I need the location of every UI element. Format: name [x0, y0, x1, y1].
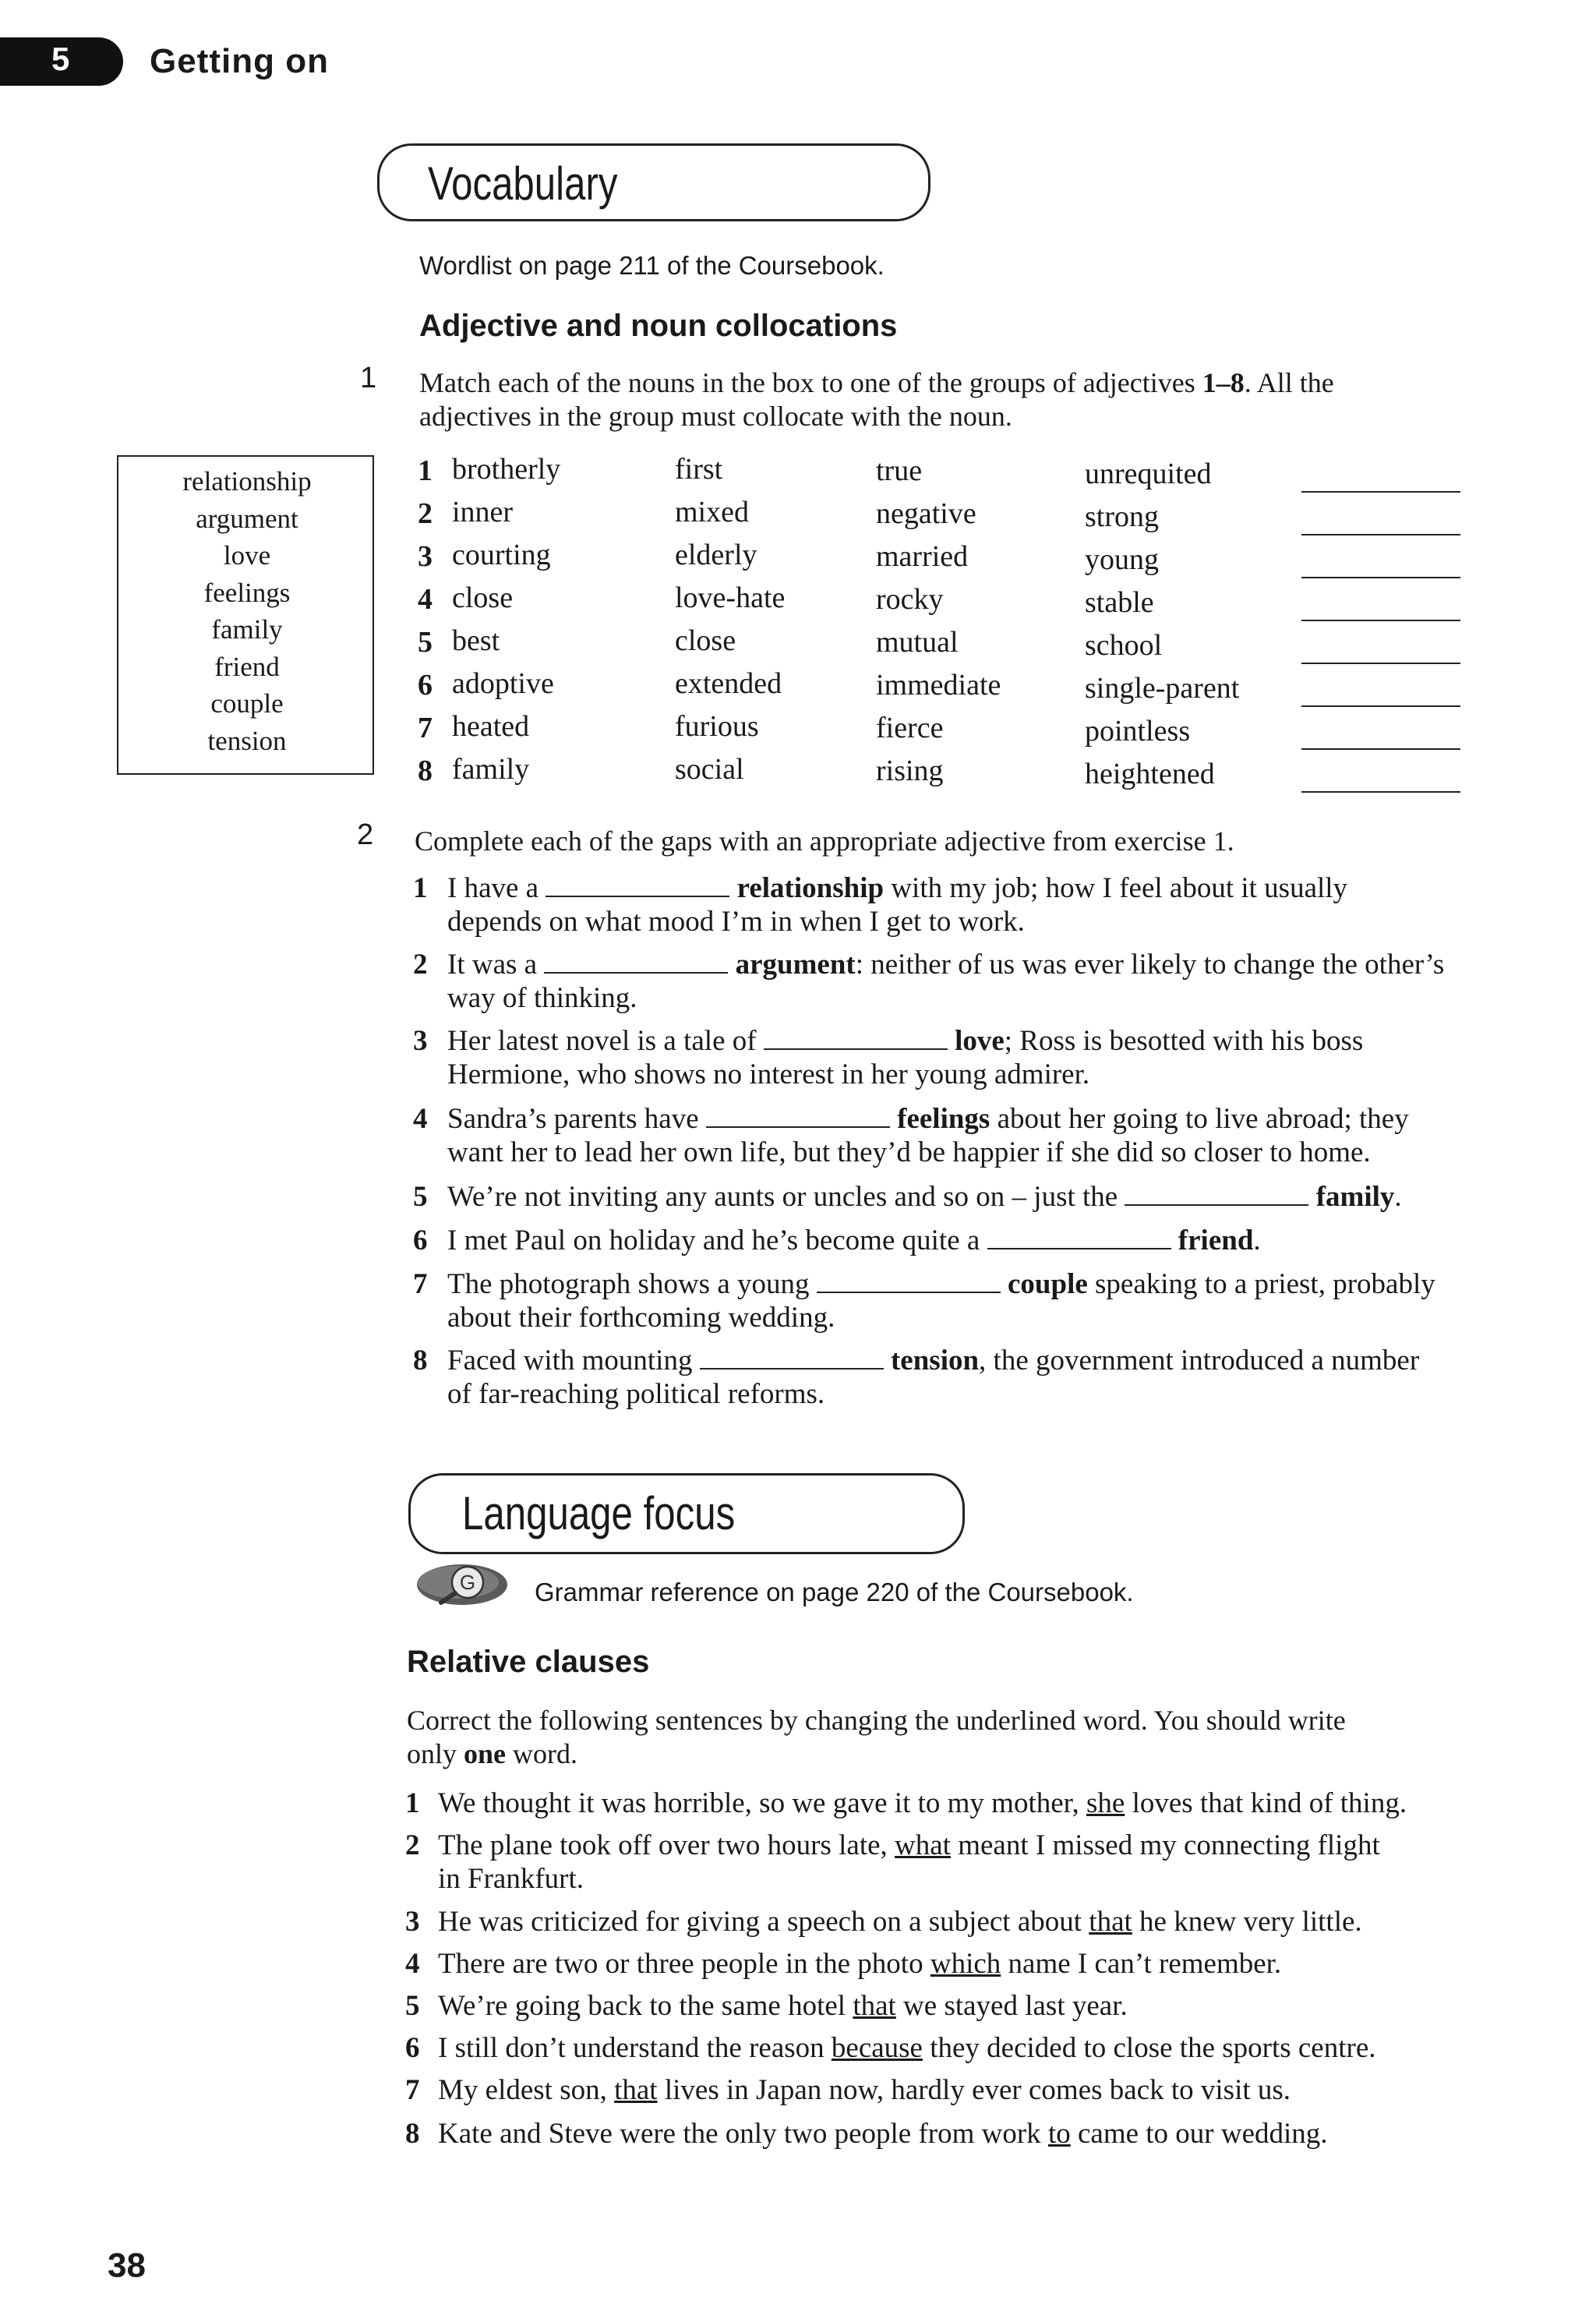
adjective-cell: stable [1085, 586, 1154, 619]
relative-clause-item: 3 He was criticized for giving a speech on a subject about that he knew very little. [405, 1906, 1362, 1938]
adjective-cell: brotherly [452, 453, 561, 486]
adjective-cell: furious [675, 710, 759, 743]
adjective-cell: heated [452, 710, 530, 743]
exercise-1-number: 1 [360, 362, 377, 394]
wordlist-note: Wordlist on page 211 of the Coursebook. [419, 251, 885, 280]
noun-item: tension [207, 726, 287, 756]
exercise-2-item: 4 Sandra’s parents have feelings about her going to live abroad; they want her to lead her own life, but they’d be happier if she did so closer to home. [413, 1103, 1409, 1168]
adjective-cell: mutual [876, 626, 959, 659]
vocabulary-banner [377, 143, 930, 221]
row-number: 6 [418, 669, 433, 702]
answer-blank[interactable] [1301, 577, 1460, 578]
noun-item: feelings [203, 578, 291, 608]
noun-item: couple [210, 688, 284, 719]
adjective-cell: pointless [1085, 715, 1191, 747]
gap-blank[interactable] [546, 874, 729, 897]
relative-clause-item: 4 There are two or three people in the photo which name I can’t remember. [405, 1948, 1282, 1980]
adjective-cell: love-hate [675, 581, 786, 614]
noun-item: relationship [182, 466, 312, 497]
grammar-note: Grammar reference on page 220 of the Coursebook. [535, 1578, 1134, 1606]
relative-clause-item: 8 Kate and Steve were the only two people from work to came to our wedding. [405, 2118, 1328, 2150]
language-focus-banner [408, 1473, 965, 1554]
exercise-1-instruction: Match each of the nouns in the box to one of the groups of adjectives 1–8. All the adjectives in the group must collocate with the noun. [419, 367, 1334, 432]
exercise-2-item: 6 I met Paul on holiday and he’s become quite a friend. [413, 1225, 1261, 1256]
adjective-cell: courting [452, 539, 551, 571]
adjective-cell: elderly [675, 539, 757, 571]
adjective-cell: heightened [1085, 758, 1215, 790]
exercise-2-item: 3 Her latest novel is a tale of love; Ross is besotted with his boss Hermione, who shows no interest in her young admirer. [413, 1025, 1364, 1090]
row-number: 3 [418, 540, 433, 573]
noun-item: family [211, 614, 283, 645]
exercise-2-number: 2 [357, 818, 374, 851]
exercise-2-item: 1 I have a relationship with my job; how I feel about it usually depends on what mood I’m in when I get to work. [413, 872, 1348, 938]
noun-item: love [223, 540, 271, 571]
grammar-icon-letter: G [459, 1571, 476, 1594]
noun-box [117, 455, 374, 775]
unit-title: Getting on [150, 42, 329, 80]
adjective-cell: school [1085, 629, 1163, 662]
exercise-2-item: 2 It was a argument: neither of us was ever likely to change the other’s way of thinking. [413, 949, 1445, 1014]
answer-blank[interactable] [1301, 791, 1460, 793]
unit-number: 5 [51, 41, 70, 77]
relative-clause-item: 6 I still don’t understand the reason because they decided to close the sports centre. [405, 2032, 1376, 2064]
adjective-cell: rising [876, 755, 944, 787]
adjective-cell: strong [1085, 500, 1159, 533]
exercise-2-item: 7 The photograph shows a young couple speaking to a priest, probably about their forthcoming wedding. [413, 1268, 1435, 1334]
exercise-2-item: 5 We’re not inviting any aunts or uncles and so on – just the family. [413, 1181, 1402, 1213]
adjective-cell: social [675, 753, 744, 786]
adjective-cell: single-parent [1085, 672, 1240, 705]
adjective-cell: best [452, 624, 500, 657]
collocations-heading: Adjective and noun collocations [419, 309, 898, 343]
adjective-cell: fierce [876, 712, 944, 744]
language-focus-banner-title: Language focus [462, 1487, 736, 1539]
adjective-cell: negative [876, 497, 976, 530]
row-number: 1 [418, 454, 433, 487]
vocabulary-banner-title: Vocabulary [428, 157, 618, 210]
adjective-cell: extended [675, 667, 782, 700]
relative-clause-item: 5 We’re going back to the same hotel that we stayed last year. [405, 1990, 1128, 2022]
answer-blank[interactable] [1301, 620, 1460, 621]
adjective-cell: unrequited [1085, 458, 1212, 490]
answer-blank[interactable] [1301, 748, 1460, 750]
adjective-cell: close [452, 581, 514, 614]
gap-blank[interactable] [1125, 1182, 1308, 1206]
relative-clause-item: 2 The plane took off over two hours late, what meant I missed my connecting flight in Frankfurt. [405, 1829, 1380, 1895]
gap-blank[interactable] [706, 1104, 890, 1128]
grammar-reference-icon [415, 1560, 510, 1609]
row-number: 4 [418, 583, 433, 616]
noun-item: friend [214, 652, 280, 682]
answer-blank[interactable] [1301, 705, 1460, 707]
adjective-cell: mixed [675, 496, 749, 528]
gap-blank[interactable] [544, 950, 728, 974]
relative-clause-item: 7 My eldest son, that lives in Japan now, hardly ever comes back to visit us. [405, 2074, 1291, 2106]
adjective-cell: close [675, 624, 736, 657]
relative-clauses-heading: Relative clauses [407, 1645, 650, 1679]
adjective-cell: immediate [876, 669, 1001, 702]
adjective-cell: rocky [876, 583, 944, 616]
gap-blank[interactable] [764, 1027, 948, 1050]
answer-blank[interactable] [1301, 534, 1460, 535]
gap-blank[interactable] [700, 1346, 884, 1370]
adjective-cell: married [876, 540, 969, 573]
answer-blank[interactable] [1301, 663, 1460, 664]
relative-clauses-instruction: Correct the following sentences by changing the underlined word. You should write only one word. [407, 1705, 1346, 1769]
row-number: 2 [418, 497, 433, 530]
gap-blank[interactable] [987, 1226, 1171, 1249]
exercise-2-item: 8 Faced with mounting tension, the government introduced a number of far-reaching political reforms. [413, 1345, 1420, 1410]
row-number: 7 [418, 712, 433, 744]
row-number: 5 [418, 626, 433, 659]
relative-clause-item: 1 We thought it was horrible, so we gave it to my mother, she loves that kind of thing. [405, 1787, 1407, 1819]
adjective-cell: adoptive [452, 667, 554, 700]
adjective-cell: family [452, 753, 530, 786]
adjective-cell: young [1085, 543, 1159, 576]
page-number: 38 [108, 2246, 146, 2285]
adjective-cell: first [675, 453, 723, 486]
adjective-cell: inner [452, 496, 514, 528]
row-number: 8 [418, 755, 433, 787]
noun-item: argument [196, 504, 298, 534]
gap-blank[interactable] [817, 1270, 1001, 1293]
answer-blank[interactable] [1301, 491, 1460, 493]
adjective-cell: true [876, 454, 923, 487]
exercise-2-instruction: Complete each of the gaps with an appropriate adjective from exercise 1. [415, 825, 1234, 857]
